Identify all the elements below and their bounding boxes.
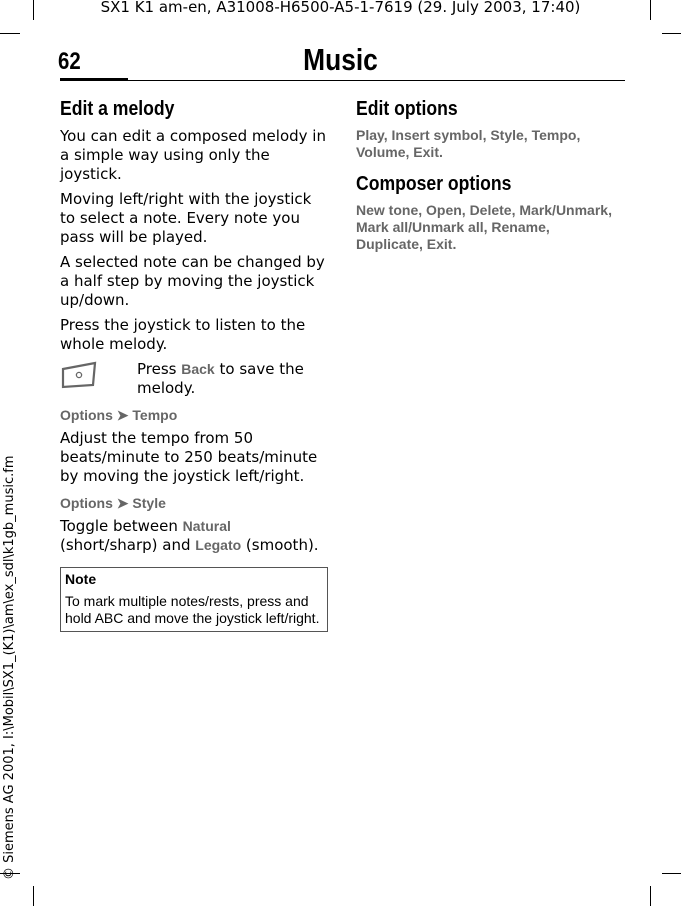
key-instruction: [60, 360, 328, 398]
paragraph: Press the joystick to listen to the whole melody.: [60, 316, 306, 353]
header-rule-accent: [60, 78, 128, 81]
print-header: SX1 K1 am-en, A31008-H6500-A5-1-7619 (29. July 2003, 17:40): [100, 0, 581, 16]
crop-mark: [662, 33, 681, 34]
menu-item: Tempo: [132, 407, 178, 423]
crop-mark: [33, 886, 34, 906]
section-heading: Edit a melody: [60, 98, 175, 120]
highlight: Natural: [182, 518, 231, 534]
crop-mark: [650, 886, 651, 906]
menu-path: [60, 494, 328, 513]
menu-item: Style: [132, 495, 166, 511]
menu-item: Options: [60, 495, 113, 511]
section-heading: Composer options: [356, 173, 512, 195]
arrow-icon: ➤: [116, 495, 129, 511]
note-title: Note: [65, 571, 97, 587]
highlight: Legato: [195, 537, 242, 553]
menu-item: Options: [60, 407, 113, 423]
back-key-label: Back: [181, 361, 215, 377]
arrow-icon: ➤: [116, 407, 129, 423]
crop-mark: [662, 873, 681, 874]
page-title: Music: [303, 42, 378, 77]
text: to save the melody.: [137, 360, 304, 397]
paragraph: Moving left/right with the joystick to select a note. Every note you pass will be played.: [60, 190, 312, 246]
paragraph: Adjust the tempo from 50 beats/minute to 250 beats/minute by moving the joystick left/right.: [60, 429, 318, 485]
side-copyright: © Siemens AG 2001, I:\Mobil\SX1_(K1)\am\ex_sdl\k1gb_music.fm: [2, 455, 17, 880]
softkey-icon: [60, 360, 137, 398]
option-list: New tone, Open, Delete, Mark/Unmark, Mark all/Unmark all, Rename, Duplicate, Exit.: [356, 202, 612, 252]
left-column: [60, 100, 328, 632]
header-rule: [60, 80, 625, 81]
right-column: [356, 100, 618, 257]
section-heading: Edit options: [356, 98, 458, 120]
paragraph: You can edit a composed melody in a simple way using only the joystick.: [60, 127, 326, 183]
note-box: [60, 567, 328, 632]
option-list: Play, Insert symbol, Style, Tempo, Volume, Exit.: [356, 127, 581, 160]
paragraph: A selected note can be changed by a half step by moving the joystick up/down.: [60, 253, 325, 309]
paragraph: Toggle between Natural (short/sharp) and Legato (smooth).: [60, 517, 319, 554]
crop-mark: [0, 33, 20, 34]
text: Press: [137, 360, 182, 378]
note-text: To mark multiple notes/rests, press and hold ABC and move the joystick left/right.: [65, 593, 320, 626]
page-number: 62: [58, 48, 81, 75]
menu-path: [60, 406, 328, 425]
